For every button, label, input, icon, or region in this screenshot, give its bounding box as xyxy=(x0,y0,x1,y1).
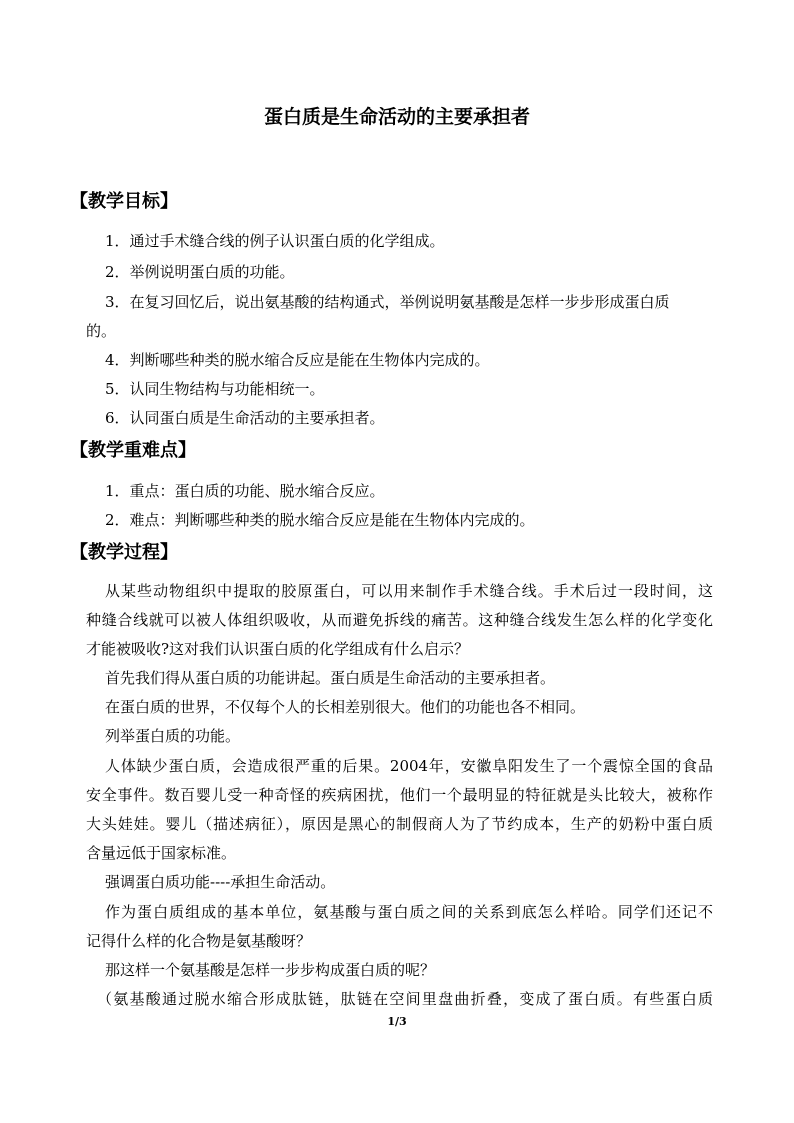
document-title: 蛋白质是生命活动的主要承担者 xyxy=(263,106,530,128)
process-line: 含量远低于国家标准。 xyxy=(86,844,237,862)
process-line: 安全事件。数百婴儿受一种奇怪的疾病困扰，他们一个最明显的特征就是头比较大，被称作 xyxy=(86,786,713,804)
goal-item: 4．判断哪些种类的脱水缩合反应是能在生物体内完成的。 xyxy=(105,351,490,369)
goal-item: 6．认同蛋白质是生命活动的主要承担者。 xyxy=(105,409,385,427)
goal-item-continuation: 的。 xyxy=(86,322,117,340)
section-heading-key-points: 【教学重难点】 xyxy=(70,440,196,461)
process-line: 大头娃娃。婴儿（描述病征），原因是黑心的制假商人为了节约成本，生产的奶粉中蛋白质 xyxy=(86,815,713,833)
goal-item: 1．通过手术缝合线的例子认识蛋白质的化学组成。 xyxy=(105,232,445,250)
goal-item: 3．在复习回忆后，说出氨基酸的结构通式，举例说明氨基酸是怎样一步步形成蛋白质 xyxy=(105,293,670,311)
process-line: 从某些动物组织中提取的胶原蛋白，可以用来制作手术缝合线。手术后过一段时间，这 xyxy=(105,582,713,600)
process-line: 列举蛋白质的功能。 xyxy=(105,727,241,745)
section-heading-process: 【教学过程】 xyxy=(70,542,178,563)
process-line: 在蛋白质的世界，不仅每个人的长相差别很大。他们的功能也各不相同。 xyxy=(105,698,586,716)
page-number: 1/3 xyxy=(387,1015,407,1028)
key-point-item: 1．重点：蛋白质的功能、脱水缩合反应。 xyxy=(105,482,385,500)
goal-item: 5．认同生物结构与功能相统一。 xyxy=(105,380,325,398)
process-line: 作为蛋白质组成的基本单位，氨基酸与蛋白质之间的关系到底怎么样哈。同学们还记不 xyxy=(105,903,713,921)
process-line: 首先我们得从蛋白质的功能讲起。蛋白质是生命活动的主要承担者。 xyxy=(105,669,556,687)
process-line: 种缝合线就可以被人体组织吸收，从而避免拆线的痛苦。这种缝合线发生怎么样的化学变化 xyxy=(86,611,713,629)
process-line: 强调蛋白质功能----承担生命活动。 xyxy=(105,873,336,891)
goal-item: 2．举例说明蛋白质的功能。 xyxy=(105,263,295,281)
key-point-item: 2．难点：判断哪些种类的脱水缩合反应是能在生物体内完成的。 xyxy=(105,511,535,529)
section-heading-goals: 【教学目标】 xyxy=(70,191,178,212)
process-line: 那这样一个氨基酸是怎样一步步构成蛋白质的呢？ xyxy=(105,961,436,979)
process-line: （氨基酸通过脱水缩合形成肽链，肽链在空间里盘曲折叠，变成了蛋白质。有些蛋白质 xyxy=(97,990,713,1008)
process-line: 才能被吸收?这对我们认识蛋白质的化学组成有什么启示？ xyxy=(86,640,470,658)
process-line: 记得什么样的化合物是氨基酸呀？ xyxy=(86,932,312,950)
process-line: 人体缺少蛋白质，会造成很严重的后果。2004年，安徽阜阳发生了一个震惊全国的食品 xyxy=(105,757,713,775)
